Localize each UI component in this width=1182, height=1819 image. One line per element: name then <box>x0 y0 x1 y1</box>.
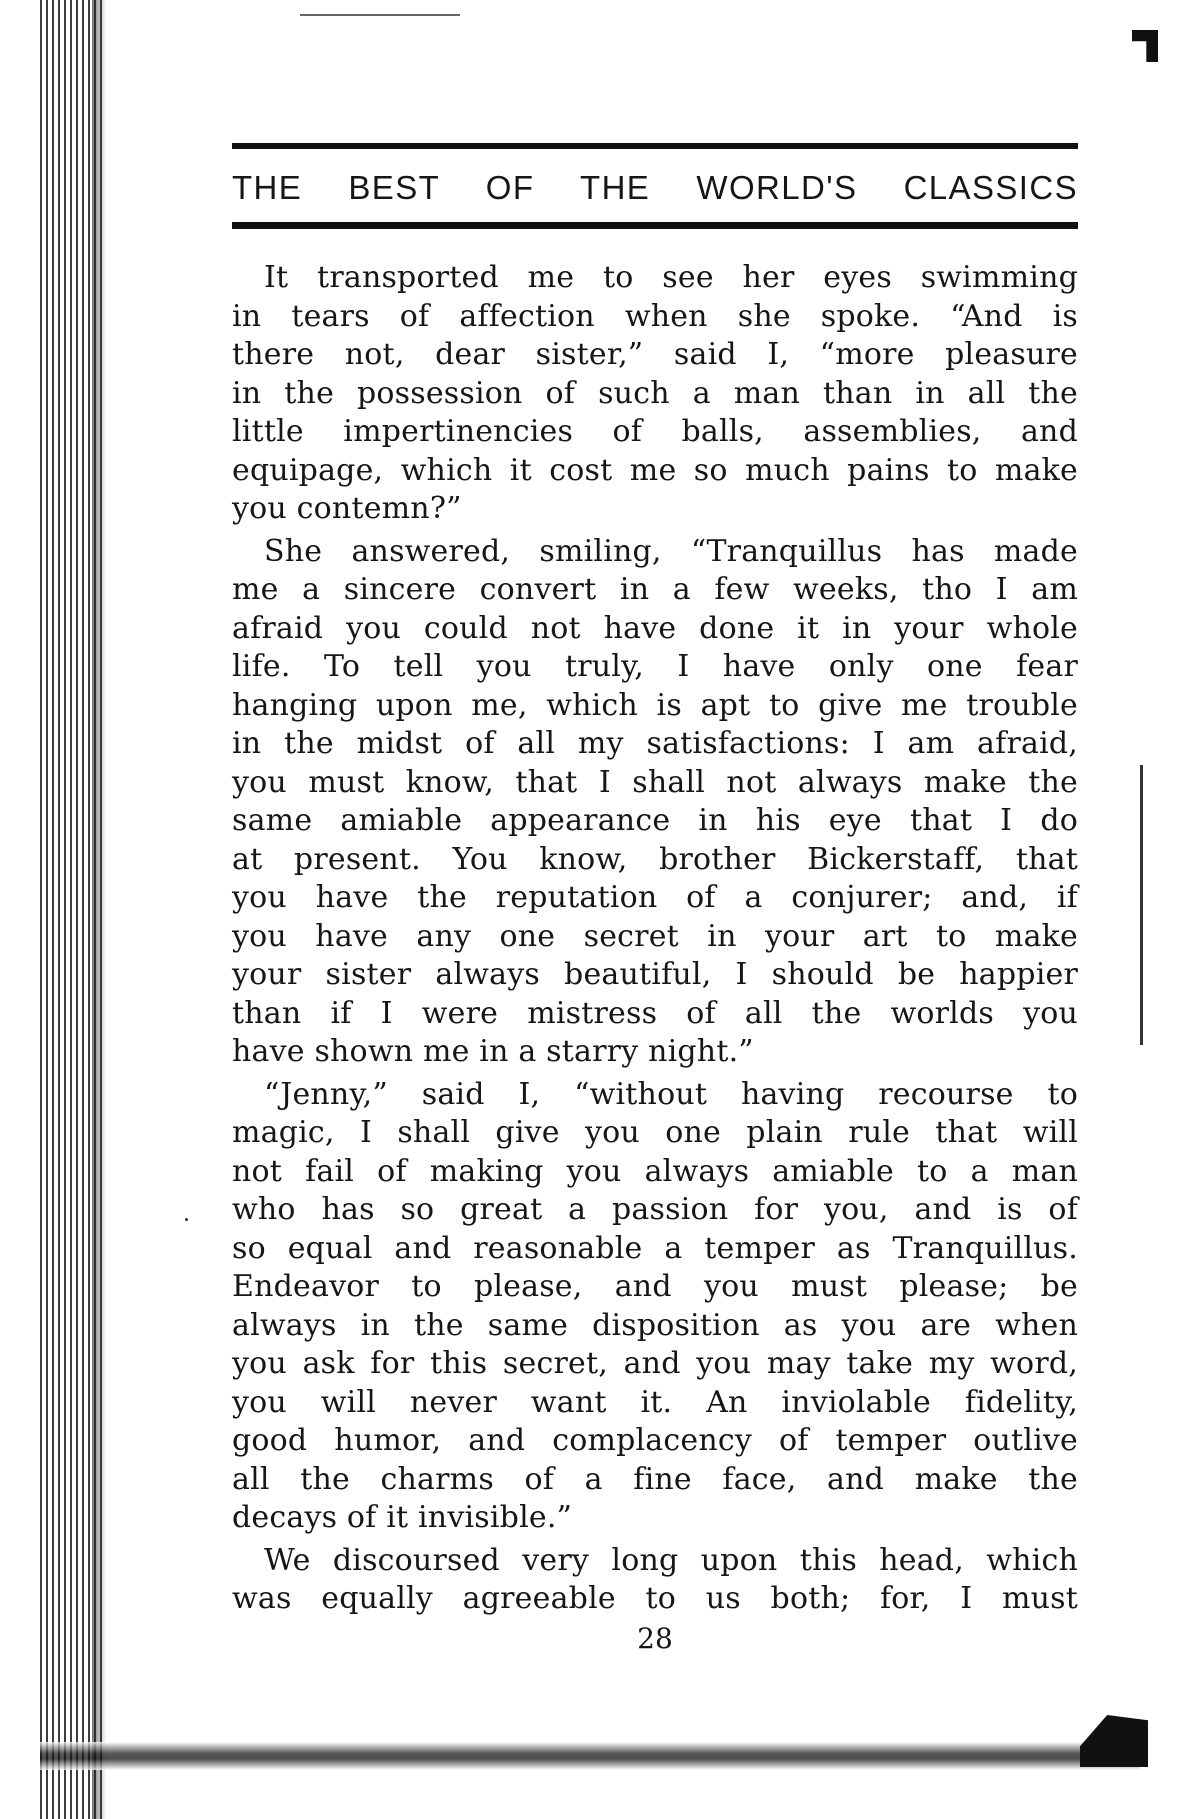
text-line: all the charms of a fine face, and make the <box>232 1461 1078 1497</box>
text-line: in the possession of such a man than in all the <box>232 375 1078 411</box>
text-line: not fail of making you always amiable to a man <box>232 1153 1078 1189</box>
text-line: your sister always beautiful, I should be happier <box>232 957 1078 992</box>
corner-mark-bottom <box>1080 1715 1148 1767</box>
text-line: you have any one secret in your art to make <box>232 918 1078 954</box>
text-line: in the midst of all my satisfactions: I am afraid, <box>232 726 1078 761</box>
top-scan-line <box>300 14 460 16</box>
text-line: life. To tell you truly, I have only one fear <box>232 649 1078 684</box>
text-line: good humor, and complacency of temper outlive <box>232 1423 1078 1458</box>
text-line: It transported me to see her eyes swimming <box>264 260 1078 295</box>
text-line: We discoursed very long upon this head, which <box>264 1542 1078 1578</box>
text-line: there not, dear sister,” said I, “more pleasure <box>232 337 1078 372</box>
text-line: hanging upon me, which is apt to give me trouble <box>232 687 1078 723</box>
text-line: always in the same disposition as you are when <box>232 1307 1078 1343</box>
text-line: me a sincere convert in a few weeks, tho I am <box>232 572 1078 607</box>
header-rule-top <box>232 143 1078 149</box>
page-number: 28 <box>637 1622 673 1655</box>
text-line: little impertinencies of balls, assemblies, and <box>232 414 1078 449</box>
text-line: afraid you could not have done it in your whole <box>232 610 1078 646</box>
text-line: She answered, smiling, “Tranquillus has made <box>264 533 1078 569</box>
running-head: THE BEST OF THE WORLD'S CLASSICS <box>232 169 1078 206</box>
text-line: you contemn?” <box>232 491 462 526</box>
body-text <box>232 259 1078 1619</box>
header-rule-bottom <box>232 222 1078 229</box>
text-line: you have the reputation of a conjurer; and, if <box>232 880 1078 915</box>
text-line: you ask for this secret, and you may take my word, <box>232 1346 1078 1381</box>
margin-dot <box>185 1218 188 1221</box>
text-line: you must know, that I shall not always make the <box>232 764 1078 800</box>
text-line: in tears of affection when she spoke. “And is <box>232 298 1078 334</box>
paragraph <box>232 1076 1078 1538</box>
text-line: “Jenny,” said I, “without having recourse to <box>264 1076 1078 1112</box>
text-line: equipage, which it cost me so much pains to make <box>232 452 1078 488</box>
margin-mark <box>1140 765 1143 1045</box>
paragraph <box>232 259 1078 529</box>
page-bottom-edge <box>40 1742 1140 1770</box>
corner-mark-top <box>1132 30 1158 62</box>
text-line: you will never want it. An inviolable fidelity, <box>232 1384 1078 1420</box>
text-line: was equally agreeable to us both; for, I must <box>232 1581 1078 1616</box>
text-line: Endeavor to please, and you must please; be <box>232 1269 1078 1304</box>
text-line: decays of it invisible.” <box>232 1500 573 1535</box>
binding-shadow <box>92 0 106 1819</box>
text-line: who has so great a passion for you, and is of <box>232 1192 1078 1227</box>
paragraph <box>232 533 1078 1072</box>
text-line: have shown me in a starry night.” <box>232 1034 754 1069</box>
paragraph <box>232 1542 1078 1619</box>
text-line: at present. You know, brother Bickerstaff, that <box>232 841 1078 877</box>
text-line: same amiable appearance in his eye that I do <box>232 803 1078 838</box>
text-line: magic, I shall give you one plain rule that will <box>232 1115 1078 1150</box>
text-line: so equal and reasonable a temper as Tranquillus. <box>232 1230 1078 1266</box>
text-line: than if I were mistress of all the worlds you <box>232 995 1078 1031</box>
